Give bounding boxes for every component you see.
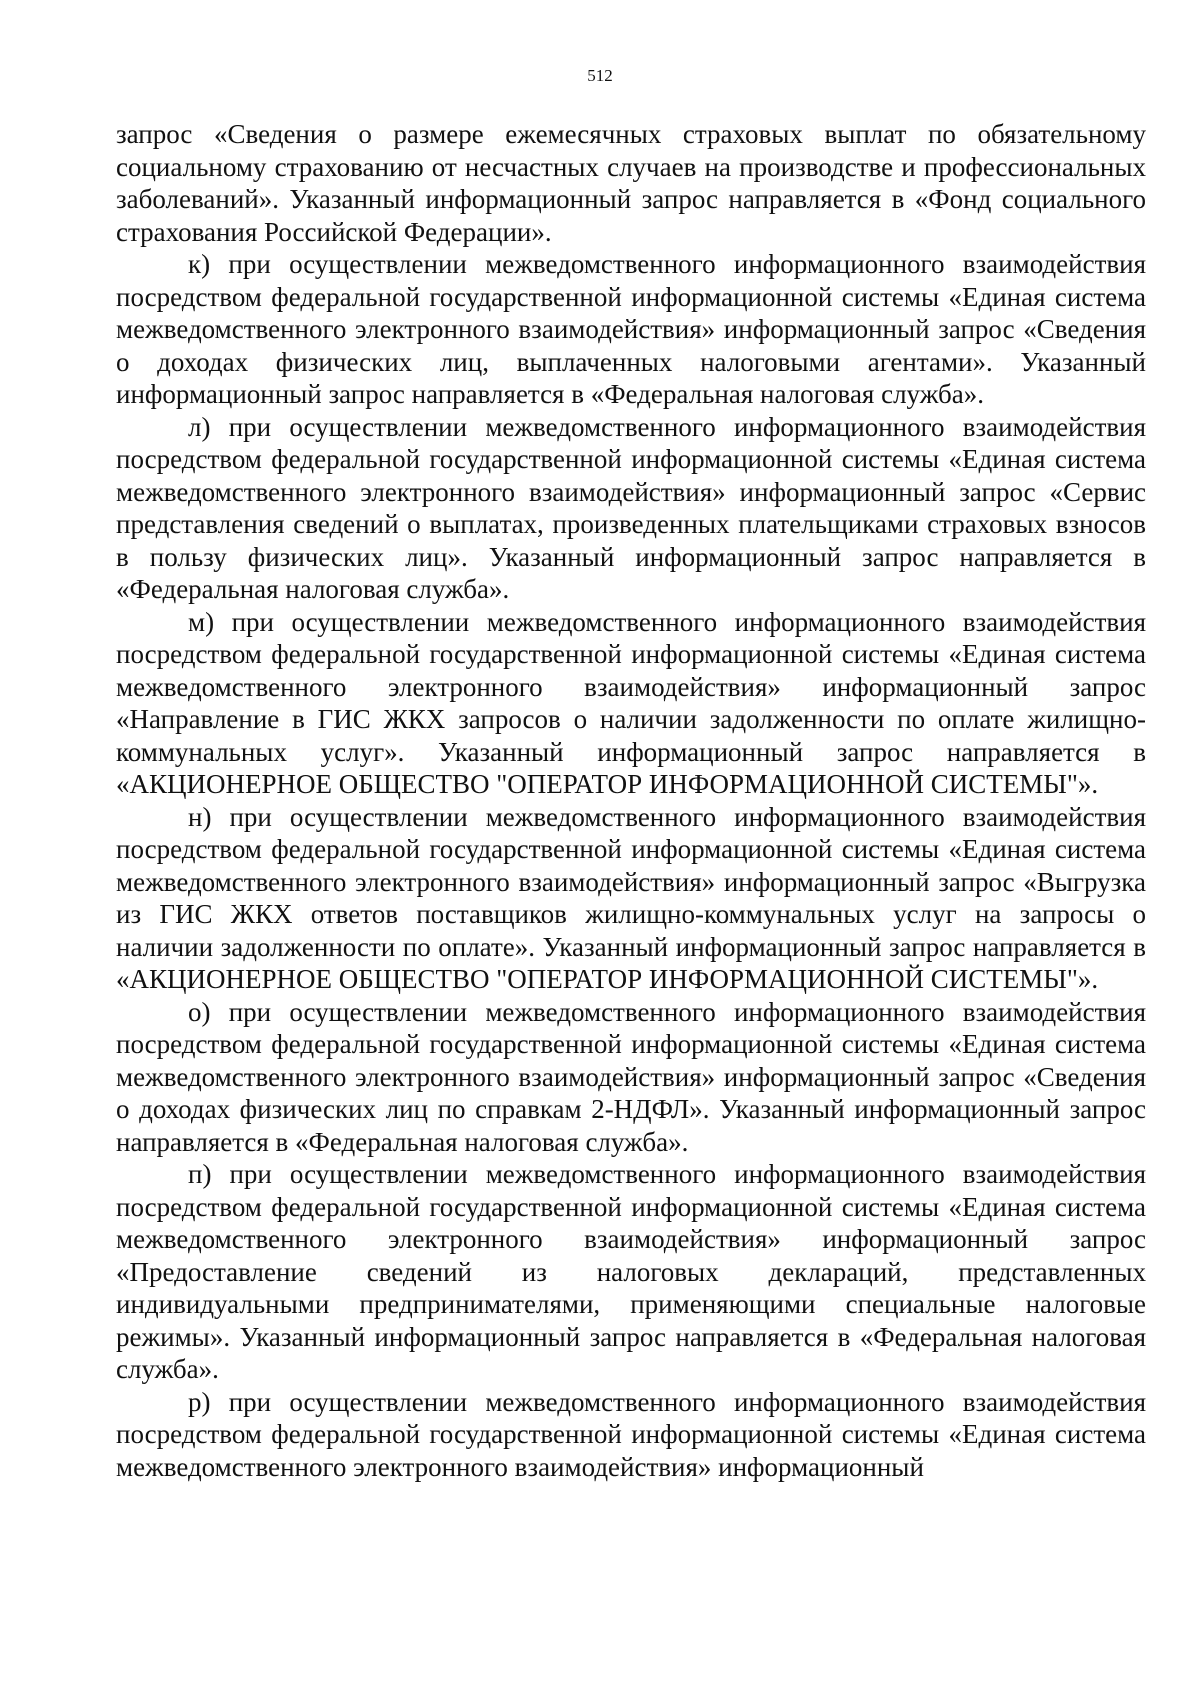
page-number: 512 <box>587 66 613 85</box>
paragraph-item-o: о) при осуществлении межведомственного информационного взаимодействия посредством федеральной государственной информационной системы «Единая система межведомственного электронного взаимодействия» информационный запрос «Сведения о доходах физических лиц по справкам 2-НДФЛ». Указанный информационный запрос направляется в «Федеральная налоговая служба». <box>116 996 1146 1157</box>
paragraph-item-r: р) при осуществлении межведомственного информационного взаимодействия посредством федеральной государственной информационной системы «Единая система межведомственного электронного взаимодействия» информационный <box>116 1386 1146 1482</box>
paragraph-item-n: н) при осуществлении межведомственного информационного взаимодействия посредством федеральной государственной информационной системы «Единая система межведомственного электронного взаимодействия» информационный запрос «Выгрузка из ГИС ЖКХ ответов поставщиков жилищно-коммунальных услуг на запросы о наличии задолженности по оплате». Указанный информационный запрос направляется в «АКЦИОНЕРНОЕ ОБЩЕСТВО "ОПЕРАТОР ИНФОРМАЦИОННОЙ СИСТЕМЫ"». <box>116 801 1146 994</box>
document-body <box>116 118 1146 1483</box>
paragraph-item-p: п) при осуществлении межведомственного информационного взаимодействия посредством федеральной государственной информационной системы «Единая система межведомственного электронного взаимодействия» информационный запрос «Предоставление сведений из налоговых деклараций, представленных индивидуальными предпринимателями, применяющими специальные налоговые режимы». Указанный информационный запрос направляется в «Федеральная налоговая служба». <box>116 1159 1146 1384</box>
paragraph-item-l: л) при осуществлении межведомственного информационного взаимодействия посредством федеральной государственной информационной системы «Единая система межведомственного электронного взаимодействия» информационный запрос «Сервис представления сведений о выплатах, произведенных плательщиками страховых взносов в пользу физических лиц». Указанный информационный запрос направляется в «Федеральная налоговая служба». <box>116 411 1146 604</box>
paragraph-item-m: м) при осуществлении межведомственного информационного взаимодействия посредством федеральной государственной информационной системы «Единая система межведомственного электронного взаимодействия» информационный запрос «Направление в ГИС ЖКХ запросов о наличии задолженности по оплате жилищно-коммунальных услуг». Указанный информационный запрос направляется в «АКЦИОНЕРНОЕ ОБЩЕСТВО "ОПЕРАТОР ИНФОРМАЦИОННОЙ СИСТЕМЫ"». <box>116 606 1146 799</box>
paragraph-item-k: к) при осуществлении межведомственного информационного взаимодействия посредством федеральной государственной информационной системы «Единая система межведомственного электронного взаимодействия» информационный запрос «Сведения о доходах физических лиц, выплаченных налоговыми агентами». Указанный информационный запрос направляется в «Федеральная налоговая служба». <box>116 249 1146 409</box>
paragraph-continuation: запрос «Сведения о размере ежемесячных страховых выплат по обязательному социальному страхованию от несчастных случаев на производстве и профессиональных заболеваний». Указанный информационный запрос направляется в «Фонд социального страхования Российской Федерации». <box>116 119 1146 247</box>
